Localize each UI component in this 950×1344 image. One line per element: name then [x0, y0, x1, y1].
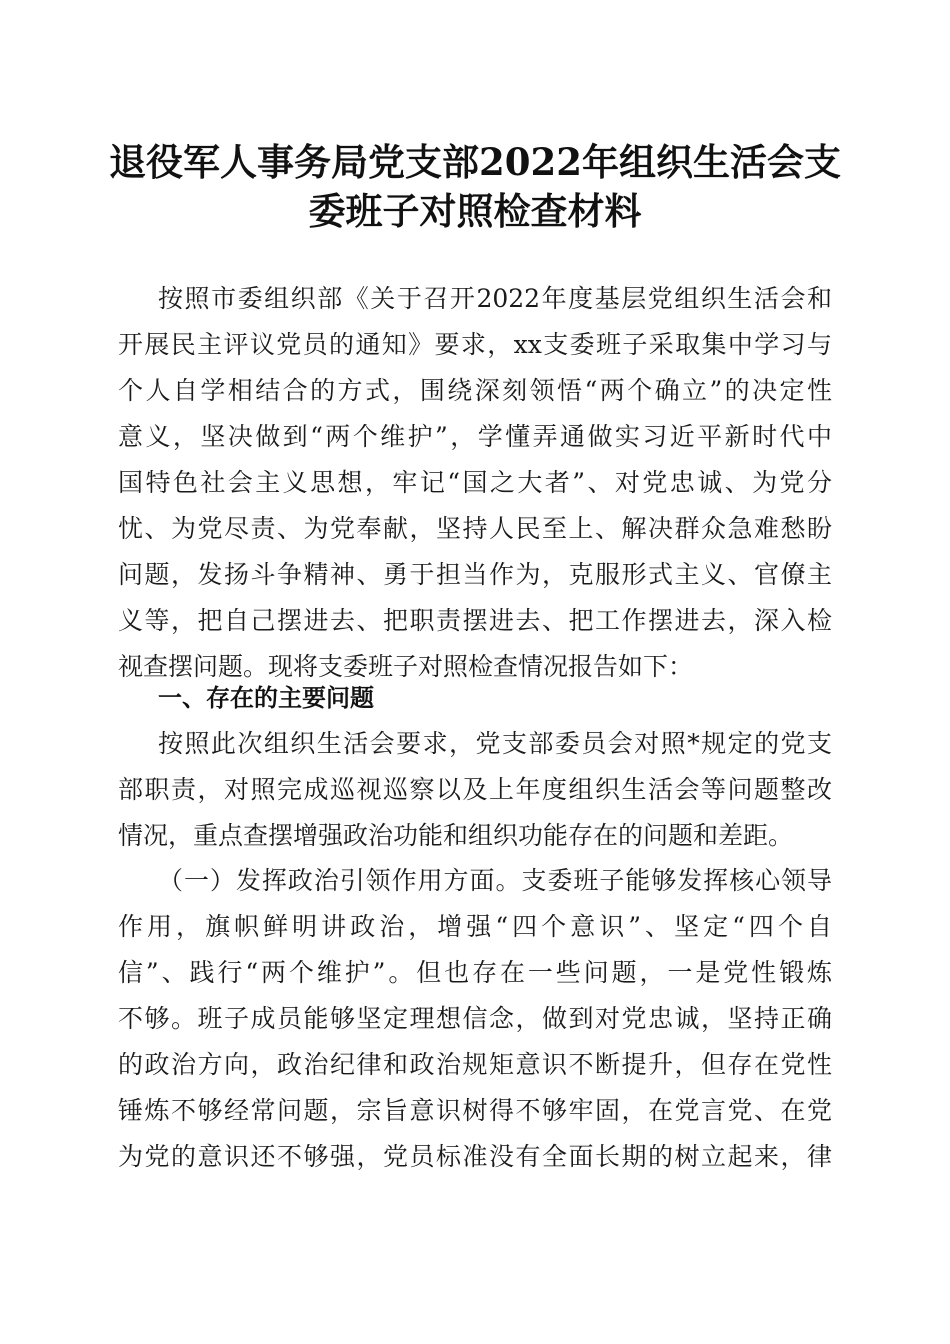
paragraph-line-rest: 支委班子能够发挥核心领导	[521, 866, 832, 895]
paragraph-line	[118, 858, 832, 904]
paragraph-line: 国特色社会主义思想，牢记“国之大者”、对党忠诚、为党分	[118, 468, 832, 497]
political-leadership-paragraph	[118, 858, 832, 1180]
paragraph-line: 忧、为党尽责、为党奉献，坚持人民至上、解决群众急难愁盼	[118, 514, 832, 543]
paragraph-line: 按照市委组织部《关于召开2022年度基层党组织生活会和	[158, 284, 832, 313]
paragraph-line: 义等，把自己摆进去、把职责摆进去、把工作摆进去，深入检	[118, 606, 832, 635]
paragraph-line: 锤炼不够经常问题，宗旨意识树得不够牢固，在党言党、在党	[118, 1096, 832, 1125]
document-title-line-1: 退役军人事务局党支部2022年组织生活会支	[109, 140, 841, 184]
paragraph-line: 部职责，对照完成巡视巡察以及上年度组织生活会等问题整改	[118, 775, 832, 804]
paragraph-line: 按照此次组织生活会要求，党支部委员会对照*规定的党支	[158, 729, 832, 758]
paragraph-line: 情况，重点查摆增强政治功能和组织功能存在的问题和差距。	[118, 821, 794, 850]
paragraph-line: 信”、践行“两个维护”。但也存在一些问题，一是党性锻炼	[118, 958, 832, 987]
section-heading-main-problems: 一、存在的主要问题	[158, 684, 374, 712]
paragraph-line: 作用，旗帜鲜明讲政治，增强“四个意识”、坚定“四个自	[118, 912, 832, 941]
problems-intro-paragraph	[118, 721, 832, 859]
paragraph-line: 意义，坚决做到“两个维护”，学懂弄通做实习近平新时代中	[118, 422, 832, 451]
paragraph-line: 开展民主评议党员的通知》要求，xx支委班子采取集中学习与	[118, 330, 832, 359]
subsection-lead: （一）发挥政治引领作用方面。	[158, 866, 522, 895]
paragraph-line: 为党的意识还不够强，党员标准没有全面长期的树立起来，律	[118, 1142, 832, 1171]
paragraph-line: 不够。班子成员能够坚定理想信念，做到对党忠诚，坚持正确	[118, 1004, 832, 1033]
paragraph-line: 问题，发扬斗争精神、勇于担当作为，克服形式主义、官僚主	[118, 560, 832, 589]
intro-paragraph	[118, 276, 832, 690]
document-title-line-2: 委班子对照检查材料	[308, 189, 642, 233]
paragraph-line: 视查摆问题。现将支委班子对照检查情况报告如下：	[118, 652, 694, 681]
paragraph-line: 的政治方向，政治纪律和政治规矩意识不断提升，但存在党性	[118, 1050, 832, 1079]
paragraph-line: 个人自学相结合的方式，围绕深刻领悟“两个确立”的决定性	[118, 376, 832, 405]
